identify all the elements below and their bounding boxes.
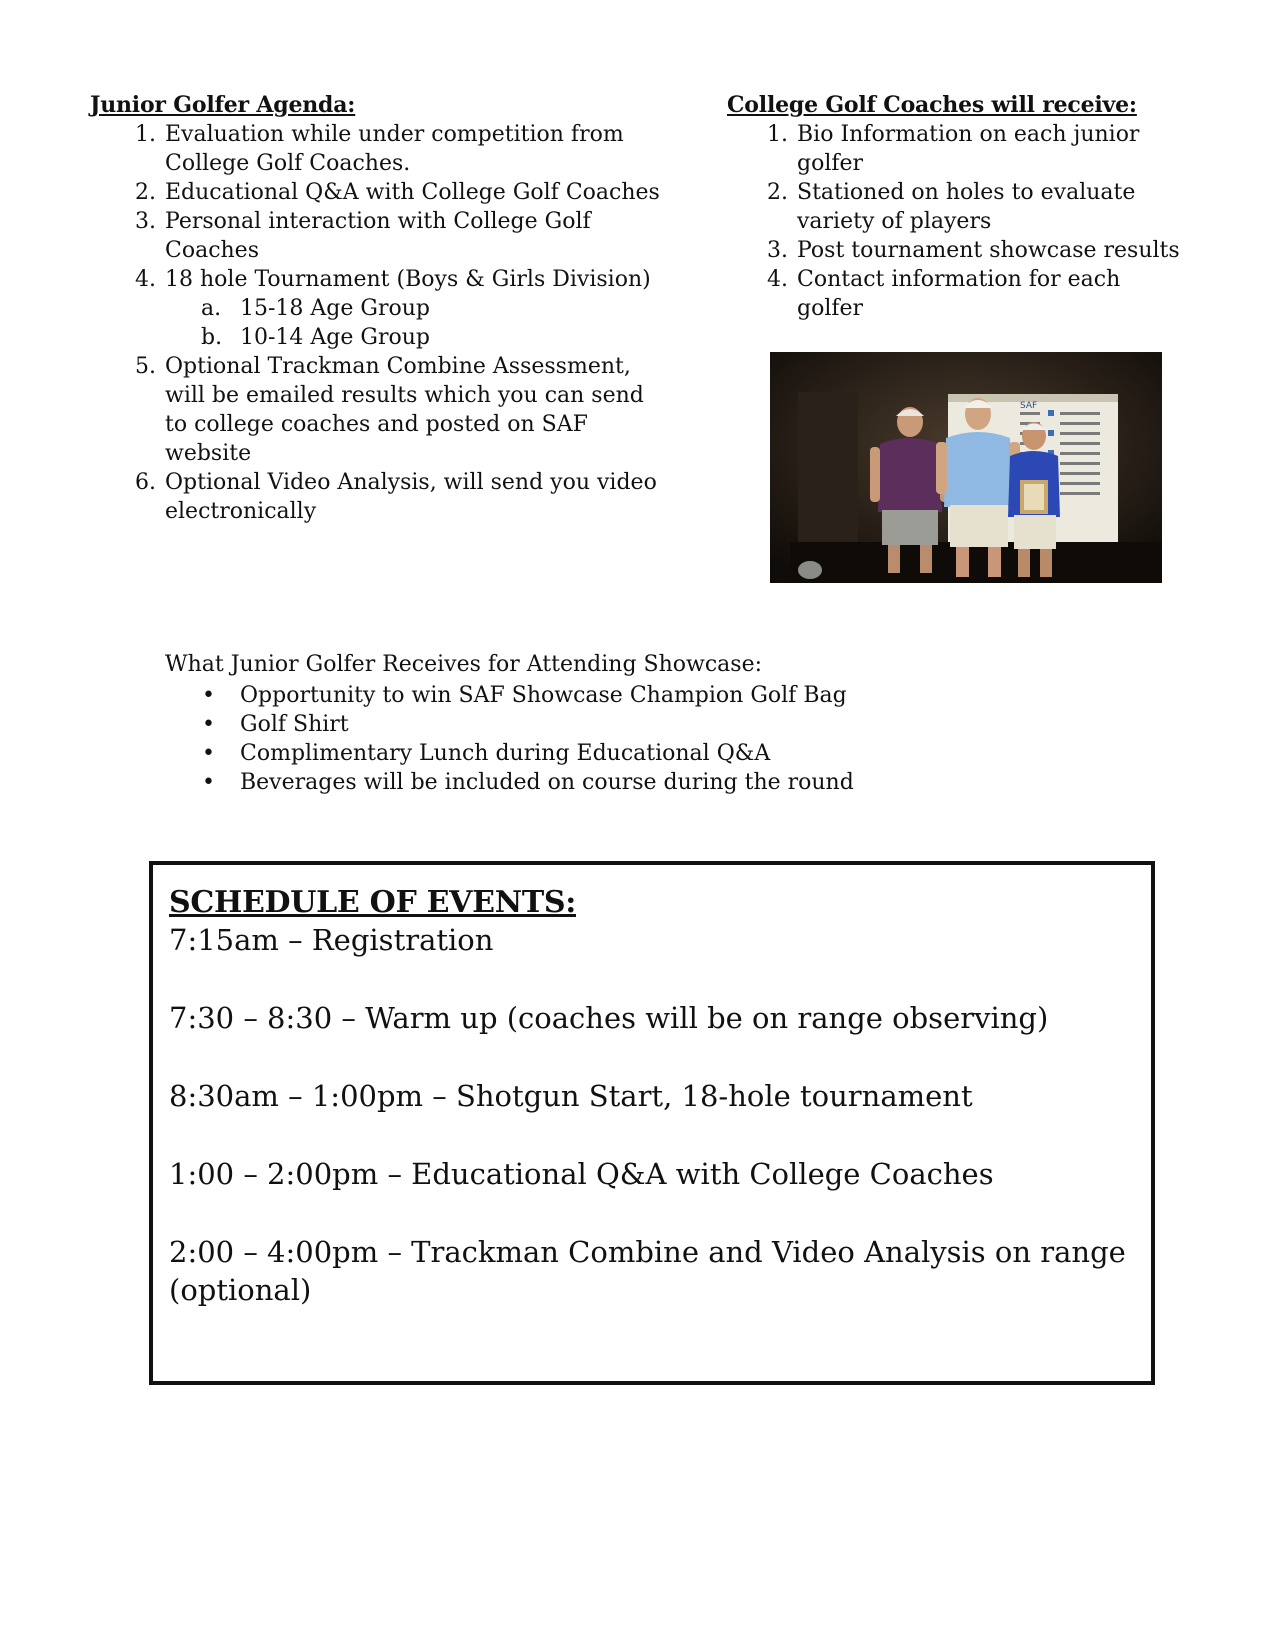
item-number: 1. (135, 122, 156, 147)
item-number: 3. (135, 209, 156, 234)
agenda-heading: Junior Golfer Agenda: (90, 92, 356, 118)
coaches-list (760, 120, 1180, 323)
list-item (198, 681, 854, 710)
item-text: 18 hole Tournament (Boys & Girls Division) (165, 267, 651, 292)
list-item (760, 120, 1180, 178)
receives-list (198, 681, 854, 797)
bullet-icon: • (202, 683, 215, 708)
item-text: Golf Shirt (240, 712, 349, 737)
item-text: Educational Q&A with College Golf Coaches (165, 180, 660, 205)
list-item (198, 710, 854, 739)
schedule-item: 7:15am – Registration (169, 923, 494, 957)
photo-illustration (770, 352, 1162, 583)
item-number: 6. (135, 470, 156, 495)
sublist-item (165, 294, 668, 323)
schedule-title: SCHEDULE OF EVENTS: (169, 885, 577, 920)
item-text: Contact information for each golfer (797, 267, 1121, 321)
list-item (128, 352, 668, 468)
item-number: 1. (767, 122, 788, 147)
list-item (128, 120, 668, 178)
item-text: Stationed on holes to evaluate variety of players (797, 180, 1136, 234)
item-text: Bio Information on each junior golfer (797, 122, 1140, 176)
schedule-item: 1:00 – 2:00pm – Educational Q&A with College Coaches (169, 1157, 994, 1191)
list-item (198, 739, 854, 768)
item-text: Post tournament showcase results (797, 238, 1180, 263)
award-photo (770, 352, 1162, 583)
bullet-icon: • (202, 770, 215, 795)
sub-item-letter: b. (201, 325, 223, 350)
item-number: 5. (135, 354, 156, 379)
item-number: 2. (767, 180, 788, 205)
list-item (128, 265, 668, 352)
schedule-item: 7:30 – 8:30 – Warm up (coaches will be on range observing) (169, 1001, 1049, 1035)
bullet-icon: • (202, 712, 215, 737)
schedule-item: 8:30am – 1:00pm – Shotgun Start, 18-hole tournament (169, 1079, 973, 1113)
scoreboard-label: SAF (1020, 401, 1038, 411)
list-item (760, 265, 1180, 323)
item-number: 4. (135, 267, 156, 292)
sub-item-text: 10-14 Age Group (240, 325, 430, 350)
schedule-item: 2:00 – 4:00pm – Trackman Combine and Video Analysis on range (optional) (169, 1235, 1126, 1307)
age-group-sublist (165, 294, 668, 352)
list-item (128, 468, 668, 526)
schedule-list (169, 921, 1129, 1349)
list-item (198, 768, 854, 797)
item-text: Optional Trackman Combine Assessment, will be emailed results which you can send to college coaches and posted on SAF website (165, 354, 644, 466)
item-text: Complimentary Lunch during Educational Q&A (240, 741, 771, 766)
receives-title: What Junior Golfer Receives for Attending Showcase: (165, 652, 763, 677)
item-text: Beverages will be included on course during the round (240, 770, 854, 795)
sub-item-text: 15-18 Age Group (240, 296, 430, 321)
coaches-heading: College Golf Coaches will receive: (727, 92, 1137, 118)
sub-item-letter: a. (201, 296, 222, 321)
item-text: Optional Video Analysis, will send you video electronically (165, 470, 657, 524)
item-number: 3. (767, 238, 788, 263)
schedule-box (149, 861, 1155, 1385)
sublist-item (165, 323, 668, 352)
agenda-list (128, 120, 668, 526)
item-number: 4. (767, 267, 788, 292)
item-number: 2. (135, 180, 156, 205)
bullet-icon: • (202, 741, 215, 766)
list-item (760, 178, 1180, 236)
list-item (760, 236, 1180, 265)
item-text: Personal interaction with College Golf Coaches (165, 209, 591, 263)
list-item (128, 178, 668, 207)
list-item (128, 207, 668, 265)
item-text: Opportunity to win SAF Showcase Champion Golf Bag (240, 683, 847, 708)
item-text: Evaluation while under competition from College Golf Coaches. (165, 122, 624, 176)
